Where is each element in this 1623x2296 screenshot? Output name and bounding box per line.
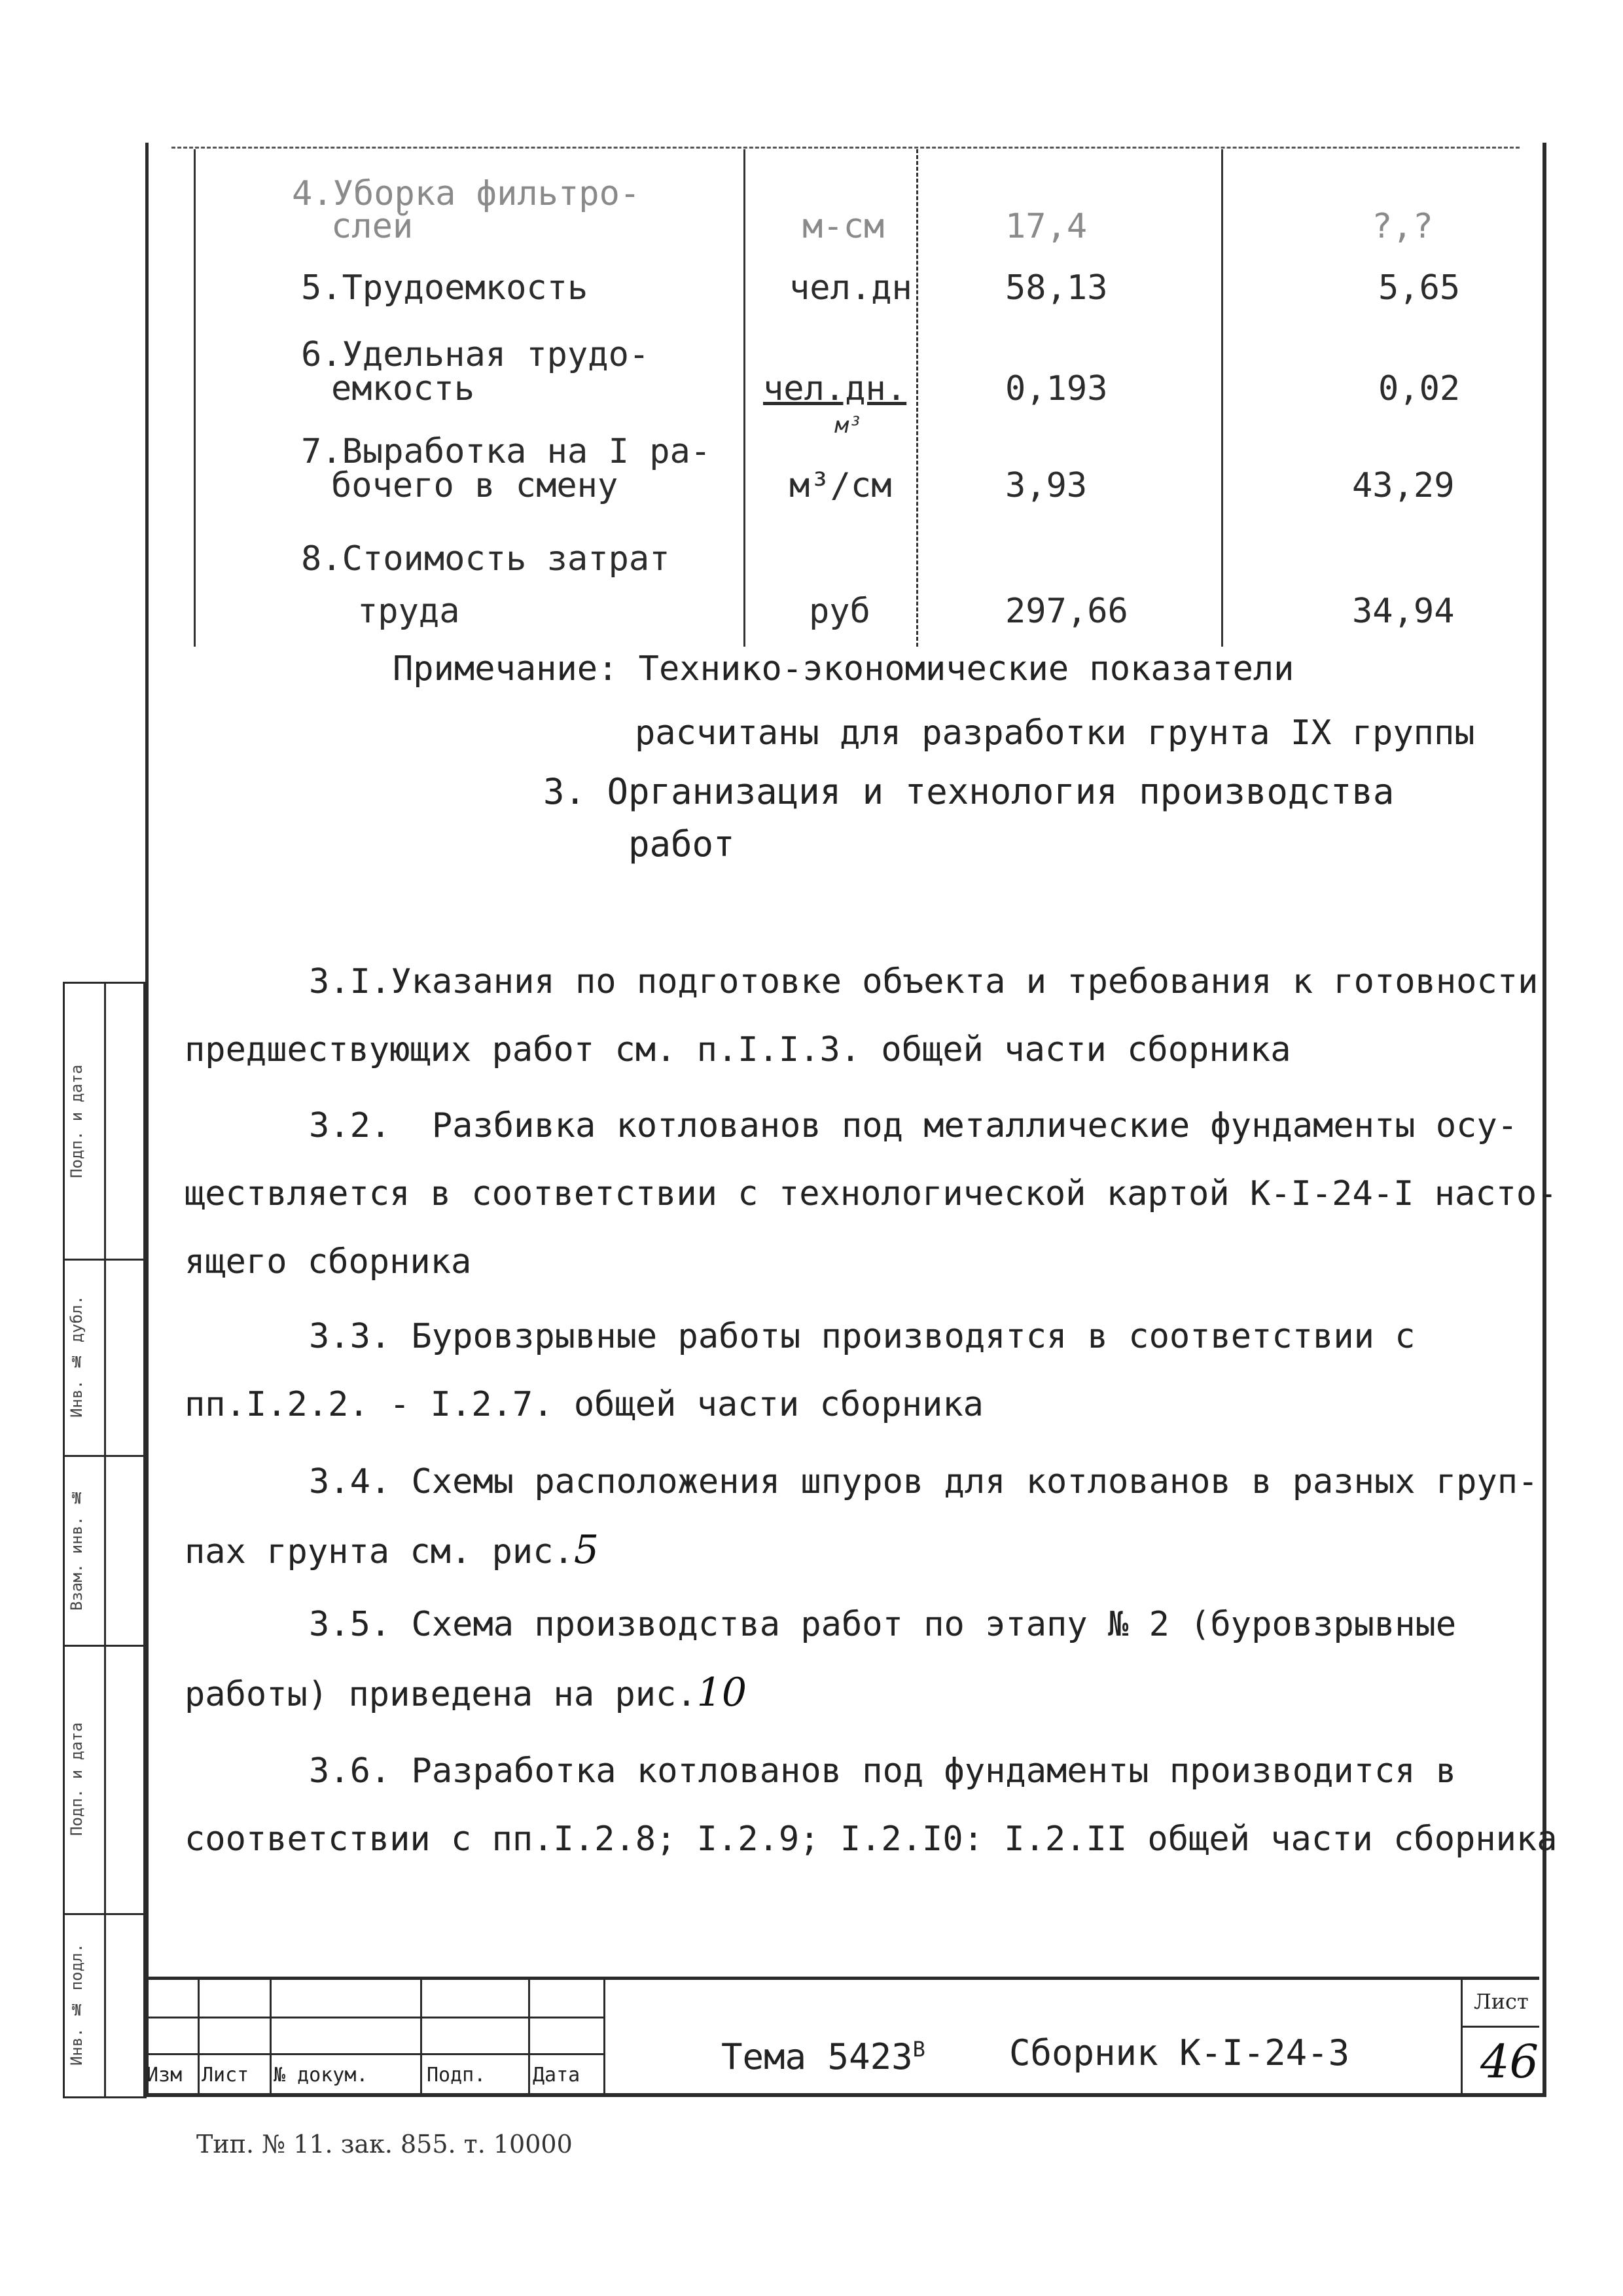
printing-imprint: Тип. № 11. зак. 855. т. 10000 [196, 2130, 573, 2159]
title-block-rule [198, 1980, 200, 2096]
table-row-value-2: ?,? [1372, 207, 1433, 246]
table-row-value-2: 5,65 [1378, 268, 1461, 308]
title-block-rule [270, 1980, 272, 2096]
paragraph-line [185, 1659, 1526, 1729]
paragraph-line: ществляется в соответствии с технологической картой К-I-24-I насто- [185, 1174, 1558, 1213]
table-row-value-2: 34,94 [1352, 592, 1455, 631]
paragraph-line: 3.3. Буровзрывные работы производятся в соответствии с [309, 1317, 1416, 1356]
margin-label: Подп. и дата [67, 1064, 86, 1178]
table-row-unit: руб [809, 592, 870, 631]
table-row-name-cont: бочего в смену [331, 466, 618, 505]
margin-separator [65, 1913, 143, 1915]
title-block-rule [528, 1980, 530, 2096]
title-block-rule [420, 1980, 422, 2096]
paragraph-line: 3.5. Схема производства работ по этапу № 2 (буровзрывные [309, 1605, 1457, 1644]
title-block-header: Подп. [427, 2064, 486, 2087]
title-block-header: Лист [202, 2064, 249, 2087]
table-row-unit: чел.дн [789, 268, 912, 308]
paragraph-3-2 [185, 1092, 1558, 1296]
indicators-table [194, 149, 1496, 647]
topic-text: Тема 5423 [721, 2036, 913, 2077]
paragraph-line: 3.6. Разработка котлованов под фундаменты производится в [309, 1751, 1457, 1791]
title-block-rule [1461, 2026, 1539, 2028]
sheet-number: 46 [1480, 2035, 1539, 2089]
handwritten-figure-number: 10 [696, 1670, 747, 1715]
title-block-header: Дата [533, 2064, 580, 2087]
paragraph-line [185, 1516, 1526, 1586]
table-row-unit: чел.дн. [763, 369, 907, 408]
paragraph-line: соответствии с пп.I.2.8; I.2.9; I.2.I0: I.2.II общей части сборника [185, 1820, 1558, 1859]
table-row-name: 5.Трудоемкость [301, 268, 588, 308]
table-row-value-2: 43,29 [1352, 466, 1455, 505]
table-row-name-cont: емкость [331, 369, 475, 408]
table-row-value-1: 0,193 [1005, 369, 1108, 408]
table-col-divider-3 [1221, 149, 1223, 647]
title-block-rule [145, 2053, 603, 2055]
table-row-name-cont: труда [357, 592, 460, 631]
table-row-name-cont: слей [331, 207, 414, 246]
paragraph-line: 3.I.Указания по подготовке объекта и требования к готовности [309, 962, 1539, 1001]
table-row-unit-denominator: м³ [835, 412, 862, 439]
margin-separator [65, 1645, 143, 1647]
table-row-value-2: 0,02 [1378, 369, 1461, 408]
collection-code: Сборник К-I-24-3 [1009, 2032, 1350, 2073]
paragraph-3-4 [185, 1448, 1539, 1586]
margin-label: Подп. и дата [67, 1722, 86, 1836]
title-block-rule [145, 2017, 603, 2018]
sheet-label: Лист [1474, 1989, 1529, 2014]
table-row-value-1: 297,66 [1005, 592, 1128, 631]
section-heading-cont: работ [628, 823, 735, 865]
paragraph-line: 3.2. Разбивка котлованов под металлические фундаменты осу- [309, 1106, 1518, 1145]
paragraph-3-6 [185, 1737, 1558, 1873]
margin-label: Взам. инв. № [67, 1488, 86, 1611]
margin-separator [65, 1259, 143, 1261]
table-row-unit: м³/см [789, 466, 892, 505]
table-col-divider-1 [743, 149, 745, 647]
document-topic [721, 2036, 925, 2077]
paragraph-line: предшествующих работ см. п.I.I.3. общей части сборника [185, 1030, 1291, 1069]
topic-superscript: В [912, 2037, 925, 2062]
paragraph-3-1 [185, 948, 1539, 1084]
margin-label: Инв. № подл. [67, 1943, 86, 2066]
table-note-cont: расчитаны для разработки грунта IX группы [635, 713, 1475, 753]
table-border-left [194, 149, 196, 647]
table-row-name: 6.Удельная трудо- [301, 335, 650, 374]
title-block [145, 1977, 1539, 2096]
paragraph-line: пп.I.2.2. - I.2.7. общей части сборника [185, 1385, 984, 1424]
paragraph-text: пах грунта см. рис. [185, 1532, 574, 1571]
table-col-divider-2 [916, 149, 918, 647]
margin-stamp [63, 982, 147, 2098]
handwritten-figure-number: 5 [573, 1527, 599, 1573]
margin-column-divider [104, 984, 106, 2096]
table-note: Примечание: Технико-экономические показатели [393, 649, 1294, 689]
paragraph-3-3 [185, 1302, 1526, 1439]
margin-separator [65, 1455, 143, 1457]
section-heading: 3. Организация и технология производства [543, 771, 1395, 812]
table-row-value-1: 3,93 [1005, 466, 1088, 505]
title-block-header: № докум. [274, 2064, 368, 2087]
table-row-value-1: 58,13 [1005, 268, 1108, 308]
table-row-name: 8.Стоимость затрат [301, 539, 670, 579]
paragraph-text: работы) приведена на рис. [185, 1675, 697, 1714]
paragraph-line: 3.4. Схемы расположения шпуров для котлованов в разных груп- [309, 1462, 1539, 1501]
table-row-unit: м-см [802, 207, 885, 246]
title-block-rule [1461, 1980, 1463, 2096]
table-row-name: 4.Уборка фильтро- [292, 174, 641, 213]
table-row-value-1: 17,4 [1005, 207, 1088, 246]
table-row-name: 7.Выработка на I ра- [301, 432, 711, 471]
title-block-rule [603, 1980, 605, 2096]
paragraph-line: ящего сборника [185, 1242, 472, 1282]
title-block-header: Изм [147, 2064, 183, 2087]
margin-label: Инв. № дубл. [67, 1295, 86, 1418]
paragraph-3-5 [185, 1590, 1526, 1729]
